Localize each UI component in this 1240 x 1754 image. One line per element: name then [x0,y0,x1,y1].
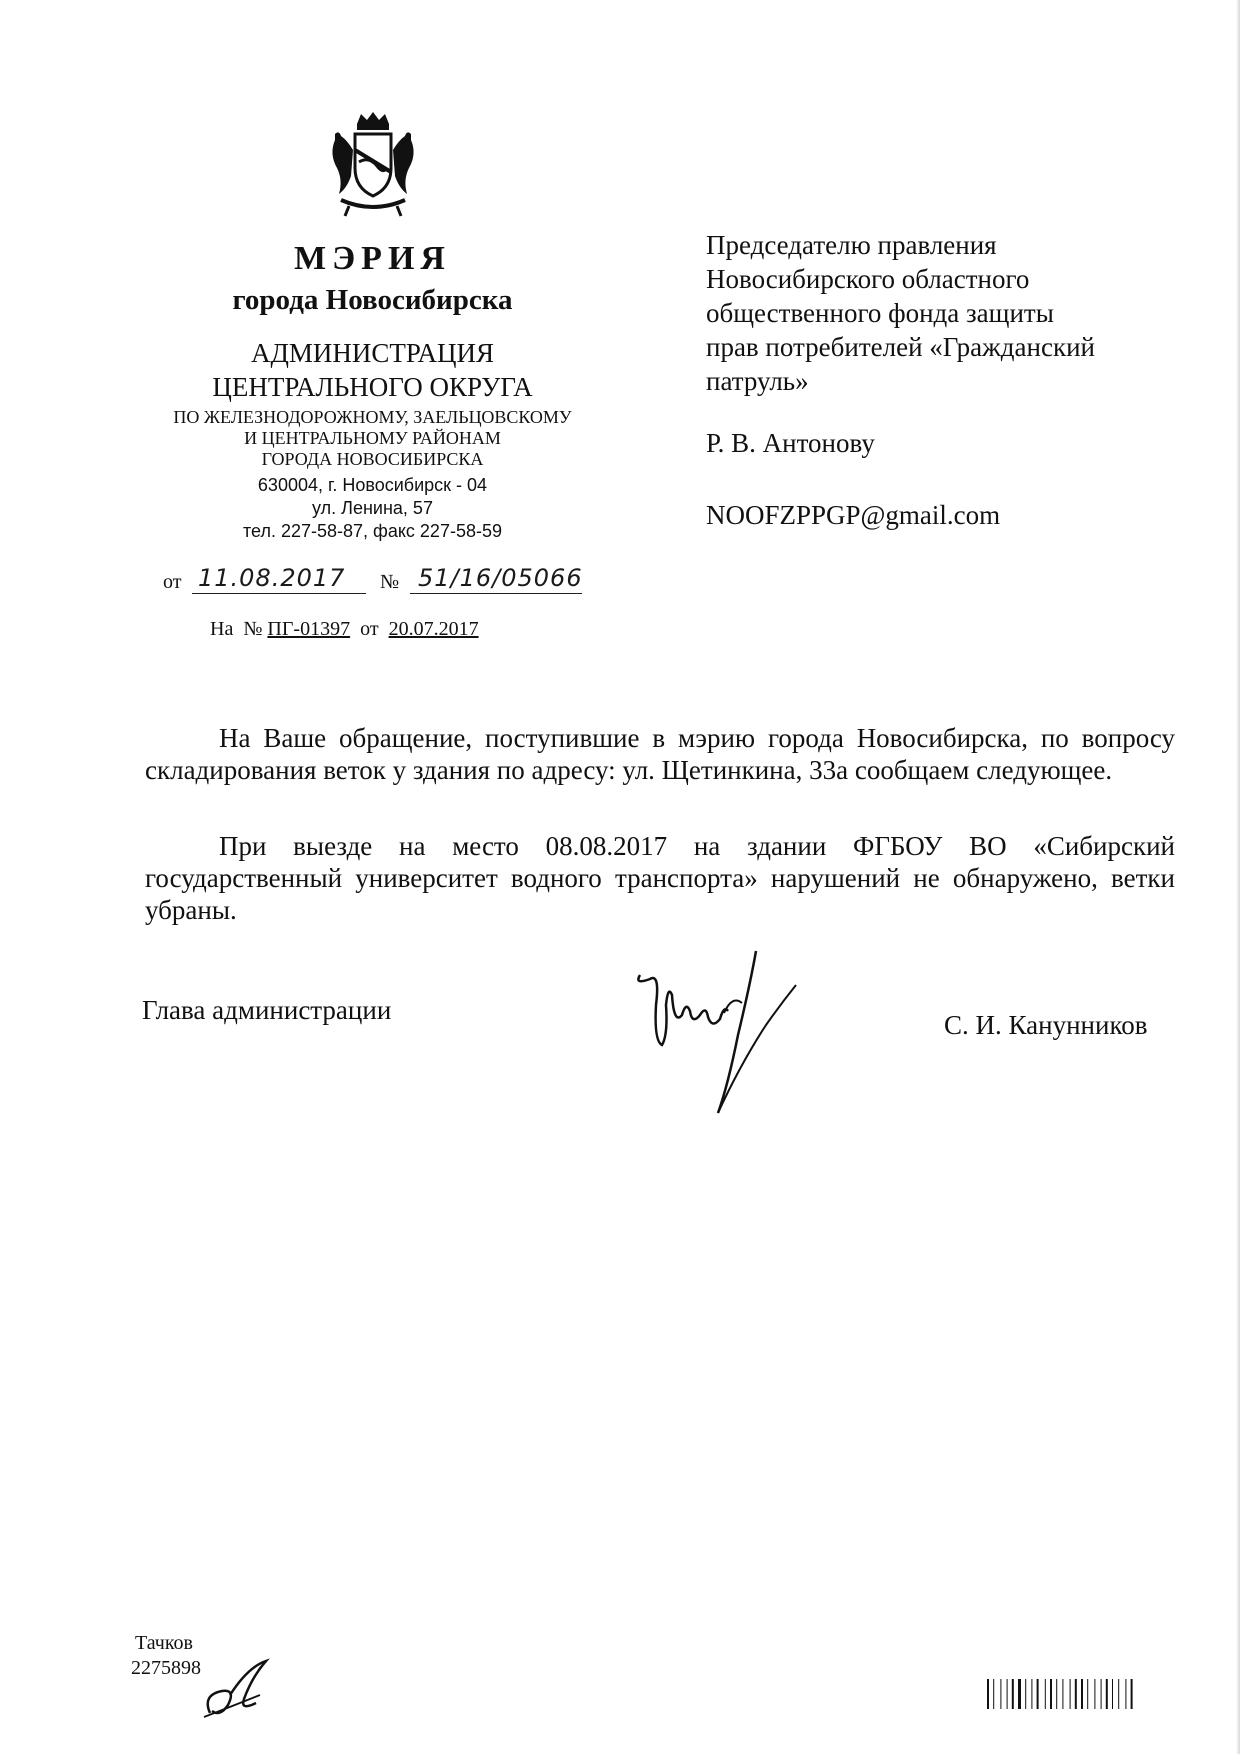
districts-line: И ЦЕНТРАЛЬНОМУ РАЙОНАМ [244,428,501,448]
registration-number-line [410,593,582,594]
reference-row [210,618,540,641]
barcode-bar [1007,1679,1008,1709]
barcode-bar [1062,1679,1063,1709]
addressee-line: прав потребителей «Гражданский [706,332,1095,362]
barcode-bar [1012,1679,1014,1709]
barcode-bar [1000,1679,1001,1709]
barcode-bar [1037,1679,1039,1709]
barcode-bar [987,1679,989,1709]
registration-number: 51/16/05066 [418,564,583,592]
addressee-email: NOOFZPPGP@gmail.com [706,500,1001,530]
barcode-bar [1118,1679,1119,1709]
barcode-bar [1094,1679,1095,1709]
signature-icon [620,945,810,1125]
address-line: ул. Ленина, 57 [312,498,433,518]
address-line: 630004, г. Новосибирск - 04 [257,475,488,495]
registration-date-label: от [163,571,182,593]
barcode-bar [1131,1679,1133,1709]
barcode-bar [993,1679,994,1709]
barcode-bar [1045,1679,1046,1709]
coat-of-arms-icon [325,110,421,220]
barcode-icon [985,1677,1175,1722]
barcode-bar [1125,1679,1126,1709]
barcode-bar [1112,1679,1113,1709]
barcode-bar [1025,1679,1026,1709]
barcode-bar [1018,1679,1021,1709]
org-city: города Новосибирска [232,284,513,316]
barcode-bar [1087,1679,1088,1709]
addressee-line: Председателю правления [706,230,997,260]
reference-date: 20.07.2017 [388,618,479,640]
registration-date: 11.08.2017 [198,564,346,592]
administration-line: АДМИНИСТРАЦИЯ [251,338,494,368]
executor-phone: 2275898 [131,1657,201,1679]
barcode-bar [1106,1679,1108,1709]
addressee-name: Р. В. Антонову [706,428,875,458]
barcode-bar [1050,1679,1052,1709]
org-title: МЭРИЯ [294,240,451,277]
barcode-bar [1031,1679,1032,1709]
executor-name: Тачков [135,1632,193,1654]
addressee-line: общественного фонда защиты [706,298,1054,328]
signatory-title: Глава администрации [142,995,392,1025]
reference-date-label: от [360,618,379,640]
barcode-bar [1056,1679,1057,1709]
barcode-bar [1081,1679,1083,1709]
reference-number-label: № [243,618,263,640]
addressee-line: патруль» [706,366,809,396]
registration-number-label: № [380,571,400,593]
registration-date-line [192,593,366,594]
scan-edge [1236,0,1240,1754]
barcode-bar [1070,1679,1071,1709]
barcode-bar [1075,1679,1077,1709]
districts-line: ПО ЖЕЛЕЗНОДОРОЖНОМУ, ЗАЕЛЬЦОВСКОМУ [173,407,572,427]
body-paragraph: На Ваше обращение, поступившие в мэрию города Новосибирска, по вопросу складирования веток у здания по адресу: ул. Щетинкина, 33а сообщаем следующее. [145,723,1175,785]
initials-icon [200,1655,280,1720]
addressee-line: Новосибирского областного [706,264,1030,294]
administration-line: ЦЕНТРАЛЬНОГО ОКРУГА [212,372,533,402]
addressee-block [706,228,1176,398]
signatory-name: С. И. Канунников [944,1010,1148,1040]
barcode-bar [1101,1679,1102,1709]
address-line: тел. 227-58-87, факс 227-58-59 [243,521,502,541]
reference-number: ПГ-01397 [267,618,351,640]
districts-line: ГОРОДА НОВОСИБИРСКА [261,449,484,469]
reference-prefix: На [210,618,234,640]
body-paragraph: При выезде на место 08.08.2017 на здании ФГБОУ ВО «Сибирский государственный университет водного транспорта» нарушений не обнаружено, ветки убраны. [145,831,1175,925]
registration-row [160,558,600,598]
